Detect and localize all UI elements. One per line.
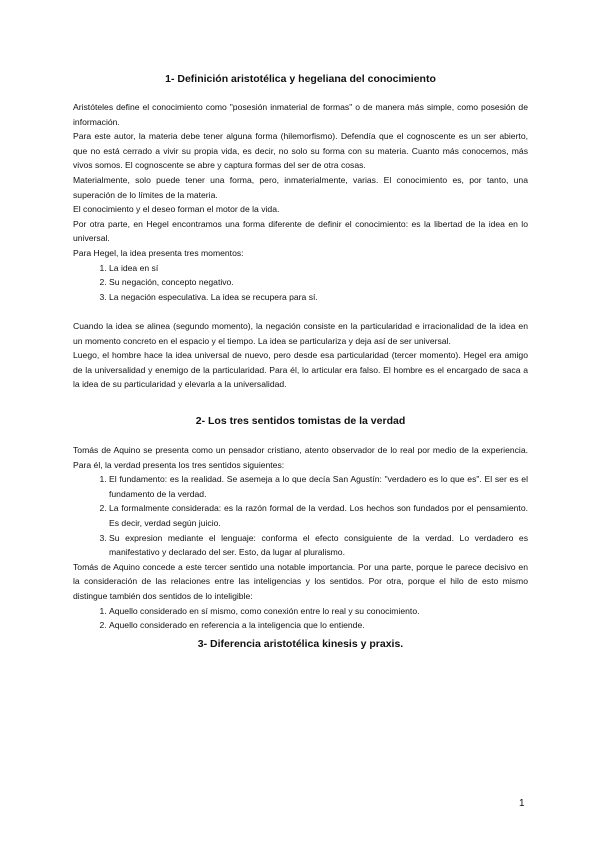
section-2-heading: 2- Los tres sentidos tomistas de la verdad [195, 415, 406, 427]
paragraph: Luego, el hombre hace la idea universal de nuevo, pero desde esa particularidad (tercer momento). Hegel era amigo de la universalidad y enemigo de la particularidad. Para él, lo articular era falso. El hombre es el encargado de saca a la idea de su particularidad y elevarla a la universalidad. [73, 350, 528, 390]
paragraph: Tomás de Aquino concede a este tercer sentido una notable importancia. Por una parte, porque le parece decisivo en la consideración de las relaciones entre las inteligencias y los sentidos. Por otra, porque el hilo de esto mismo distingue también dos sentidos de lo inteligible: [73, 561, 528, 601]
section-3-heading: 3- Diferencia aristotélica kinesis y praxis. [197, 638, 404, 650]
list-item: 1. El fundamento: es la realidad. Se asemeja a lo que decía San Agustín: "verdadero es lo que es". El ser es el fundamento de la verdad. [109, 472, 528, 501]
paragraph: Para Hegel, la idea presenta tres momentos: [73, 247, 244, 258]
intelligible-list [73, 604, 528, 633]
moments-list [73, 261, 528, 305]
section-1-body-continued [73, 319, 528, 392]
section-1-heading: 1- Definición aristotélica y hegeliana del conocimiento [165, 73, 436, 85]
list-item: 3. Su expresion mediante el lenguaje: conforma el efecto consiguiente de la verdad. Lo verdadero es manifestativo y declarado del ser. Esto, da lugar al pluralismo. [109, 531, 528, 560]
section-1-body [73, 100, 528, 304]
list-item: 2. La formalmente considerada: es la razón formal de la verdad. Los hechos son fundados por el pensamiento. Es decir, verdad según juicio. [109, 501, 528, 530]
list-item: 1. La idea en sí [109, 261, 528, 276]
list-item: 2. Su negación, concepto negativo. [109, 275, 528, 290]
section-2-body [73, 443, 528, 633]
senses-list [73, 472, 528, 560]
paragraph: Por otra parte, en Hegel encontramos una forma diferente de definir el conocimiento: es la libertad de la idea en lo universal. [73, 218, 528, 244]
page-number: 1 [519, 798, 525, 809]
paragraph: Para este autor, la materia debe tener alguna forma (hilemorfismo). Defendía que el cognoscente es un ser abierto, que no está cerrado a vivir su propia vida, es decir, no solo su forma con su materia. Cuanto más conocemos, más vivos somos. El cognoscente se abre y captura formas del ser de otra cosas. [73, 131, 528, 171]
list-item: 3. La negación especulativa. La idea se recupera para sí. [109, 290, 528, 305]
list-item: 1. Aquello considerado en sí mismo, como conexión entre lo real y su conocimiento. [109, 604, 528, 619]
list-item: 2. Aquello considerado en referencia a la inteligencia que lo entiende. [109, 618, 528, 633]
paragraph: Cuando la idea se alinea (segundo momento), la negación consiste en la particularidad e irracionalidad de la idea en un momento concreto en el espacio y el tiempo. La idea se particulariza y deja así de ser universal. [73, 321, 528, 346]
paragraph: Aristóteles define el conocimiento como "posesión inmaterial de formas" o de manera más simple, como posesión de información. [73, 102, 528, 127]
paragraph: Materialmente, solo puede tener una forma, pero, inmaterialmente, varias. El conocimiento es, por tanto, una superación de lo límites de la materia. [73, 174, 528, 200]
paragraph: El conocimiento y el deseo forman el motor de la vida. [73, 204, 280, 215]
paragraph: Tomás de Aquino se presenta como un pensador cristiano, atento observador de lo real por medio de la experiencia. Para él, la verdad presenta los tres sentidos siguientes: [73, 445, 528, 470]
